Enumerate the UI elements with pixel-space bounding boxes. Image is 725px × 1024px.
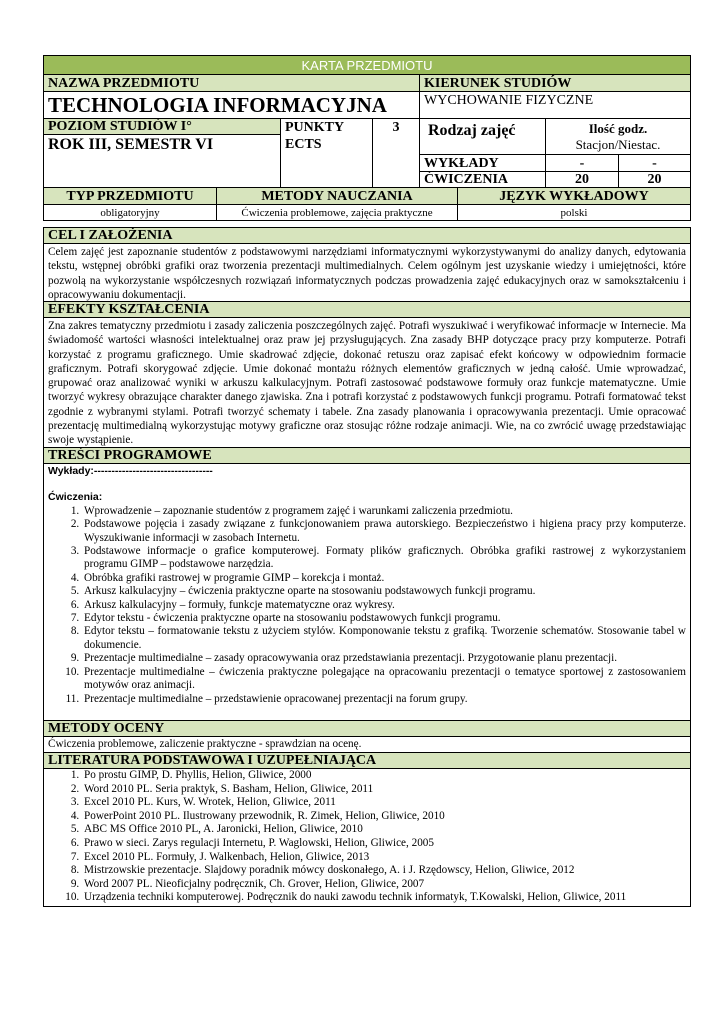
assessment-cell	[43, 736, 691, 753]
program-label-cell	[43, 447, 691, 464]
subject-name-label-cell	[43, 74, 420, 92]
hours-label-cell	[545, 118, 691, 155]
lectures-stacj: -	[579, 156, 585, 171]
goals-cell	[43, 243, 691, 302]
literature-label-cell	[43, 752, 691, 769]
exercises-row-label: ĆWICZENIA	[424, 172, 509, 187]
field-of-study: WYCHOWANIE FIZYCZNE	[424, 93, 594, 108]
lectures-line	[48, 465, 686, 478]
subject-type-label-cell	[43, 187, 217, 205]
literature-item: 3. Excel 2010 PL. Kurs, W. Wrotek, Helion, Gliwice, 2011	[82, 796, 686, 810]
exercise-item: 4. Obróbka grafiki rastrowej w programie GIMP – korekcja i montaż.	[82, 572, 686, 585]
assessment-text: Ćwiczenia problemowe, zaliczenie praktyczne - sprawdzian na ocenę.	[48, 738, 362, 750]
ects-value: 3	[392, 120, 400, 135]
literature-list	[48, 769, 686, 905]
literature-cell	[43, 768, 691, 907]
lectures-value: ----------------------------------	[93, 465, 213, 477]
exercise-item: 1. Wprowadzenie – zapoznanie studentów z programem zajęć i warunkami zaliczenia przedmiotu.	[82, 505, 686, 518]
study-level-cell	[43, 134, 281, 188]
card-title: KARTA PRZEDMIOTU	[301, 58, 433, 73]
teaching-methods-cell	[216, 204, 458, 221]
outcomes-label-cell	[43, 301, 691, 318]
exercise-item: 8. Edytor tekstu – formatowanie tekstu z użyciem stylów. Komponowanie tekstu z grafiką. Tworzenie schematów. Stosowanie tabel w dokumencie.	[82, 625, 686, 652]
literature-item: 4. PowerPoint 2010 PL. Ilustrowany przewodnik, R. Zimek, Helion, Gliwice, 2010	[82, 810, 686, 824]
literature-label: LITERATURA PODSTAWOWA I UZUPEŁNIAJĄCA	[48, 753, 377, 768]
exercise-list	[48, 505, 686, 706]
exercise-item: 7. Edytor tekstu - ćwiczenia praktyczne oparte na stosowaniu podstawowych funkcji programu.	[82, 612, 686, 625]
card-header	[43, 55, 691, 75]
language-label-cell	[457, 187, 691, 205]
subject-type-label: TYP PRZEDMIOTU	[66, 189, 194, 204]
exercise-item: 11. Prezentacje multimedialne – przedstawienie opracowanej prezentacji na forum grupy.	[82, 693, 686, 706]
literature-item: 1. Po prostu GIMP, D. Phyllis, Helion, Gliwice, 2000	[82, 769, 686, 783]
literature-item: 6. Prawo w sieci. Zarys regulacji Internetu, P. Waglowski, Helion, Gliwice, 2005	[82, 837, 686, 851]
literature-item: 2. Word 2010 PL. Seria praktyk, S. Basham, Helion, Gliwice, 2011	[82, 783, 686, 797]
subject-type: obligatoryjny	[100, 207, 160, 219]
language-cell	[457, 204, 691, 221]
hours-sub-label: Stacjon/Niestac.	[575, 137, 661, 152]
program-cell	[43, 463, 691, 721]
lectures-label: Wykłady:	[48, 465, 94, 477]
field-of-study-cell	[419, 91, 691, 119]
exercise-item: 2. Podstawowe pojęcia i zasady związane z funkcjonowaniem prawa autorskiego. Bezpieczeństwo i higiena pracy przy komputerze. Wyszukiwanie informacji w zasobach Internetu.	[82, 518, 686, 545]
exercises-label: Ćwiczenia:	[48, 491, 103, 504]
exercises-stacj: 20	[575, 172, 589, 187]
exercises-row-label-cell	[419, 171, 546, 188]
lectures-row-label-cell	[419, 154, 546, 172]
exercise-item: 3. Podstawowe informacje o grafice komputerowej. Formaty plików graficznych. Obróbka grafiki rastrowej z wykorzystaniem programu GIMP – podstawowe narzędzia.	[82, 545, 686, 572]
literature-item: 5. ABC MS Office 2010 PL, A. Jaronicki, Helion, Gliwice, 2010	[82, 823, 686, 837]
ects-label-cell	[280, 118, 373, 188]
subject-name-label: NAZWA PRZEDMIOTU	[48, 76, 200, 91]
subject-type-cell	[43, 204, 217, 221]
lectures-niestac-cell	[618, 154, 691, 172]
study-level: ROK III, SEMESTR VI	[48, 136, 214, 153]
field-of-study-label: KIERUNEK STUDIÓW	[424, 76, 572, 91]
literature-item: 7. Excel 2010 PL. Formuły, J. Walkenbach, Helion, Gliwice, 2013	[82, 851, 686, 865]
language: polski	[560, 207, 588, 219]
goals-text: Celem zajęć jest zapoznanie studentów z podstawowymi narzędziami informatycznymi wykorzystywanymi do analizy danych, edytowania tekstu, wstępnej obróbki grafiki oraz tworzenia prezentacji multimedialnych. Celem ogólnym jest uzyskanie wiedzy i umiejętności, które pozwolą na wykorzystanie współczesnych rozwiązań informatycznych podczas prowadzenia zajęć edukacyjnych oraz w samokształceniu i opracowywaniu dokumentacji.	[48, 246, 686, 301]
ects-label-line2: ECTS	[285, 137, 322, 152]
outcomes-text: Zna zakres tematyczny przedmiotu i zasady zaliczenia poszczególnych zajęć. Potrafi wyszukiwać i weryfikować informacje w Internecie. Ma świadomość wartości własności intelektualnej oraz praw jej przysługujących. Zna zasady BHP dotyczące pracy przy komputerze. Potrafi korzystać z programu graficznego. Umie skadrować zdjęcie, dokonać retuszu oraz zapisać efekt końcowy w odpowiednim formacie graficznym. Potrafi skorygować zdjęcie. Umie dokonać montażu różnych elementów graficznych w jedną całość. Umie wprowadzać, grupować oraz analizować wyniki w arkuszu kalkulacyjnym. Potrafi zastosować podstawowe formuły oraz funkcje matematyczne. Umie tworzyć wykresy obrazujące charakter danego zjawiska. Zna i potrafi korzystać z podstawowych funkcji programu. Potrafi formatować tekst zgodnie z wybranymi stylami. Potrafi tworzyć schematy i tabele. Zna zasady planowania i opracowywania prezentacji. Umie opracować prezentację multimedialną wykorzystując motywy graficzne oraz stosując różne rodzaje animacji. Wie, na co zwrócić uwagę przedstawiając swoje wystąpienie.	[48, 320, 686, 447]
assessment-label: METODY OCENY	[48, 721, 165, 736]
outcomes-cell	[43, 317, 691, 448]
study-level-label-cell	[43, 118, 281, 135]
field-of-study-label-cell	[419, 74, 691, 92]
subject-name-cell	[43, 91, 420, 119]
exercise-item: 6. Arkusz kalkulacyjny – formuły, funkcje matematyczne oraz wykresy.	[82, 599, 686, 612]
literature-item: 9. Word 2007 PL. Nieoficjalny podręcznik, Ch. Grover, Helion, Gliwice, 2007	[82, 878, 686, 892]
language-label: JĘZYK WYKŁADOWY	[499, 189, 649, 204]
lectures-row-label: WYKŁADY	[424, 156, 499, 171]
study-level-label: POZIOM STUDIÓW I°	[48, 119, 192, 134]
exercises-stacj-cell	[545, 171, 619, 188]
teaching-methods-label: METODY NAUCZANIA	[261, 189, 413, 204]
exercises-niestac: 20	[647, 172, 662, 187]
literature-item: 10. Urządzenia techniki komputerowej. Podręcznik do nauki zawodu technik informatyk, T.Kowalski, Helion, Gliwice, 2011	[82, 891, 686, 905]
class-type-label: Rodzaj zajęć	[428, 122, 516, 139]
exercise-item: 5. Arkusz kalkulacyjny – ćwiczenia praktyczne oparte na stosowaniu podstawowych funkcji programu.	[82, 585, 686, 598]
assessment-label-cell	[43, 720, 691, 737]
subject-name: TECHNOLOGIA INFORMACYJNA	[48, 93, 387, 117]
ects-label-line1: PUNKTY	[285, 120, 345, 135]
exercise-item: 10. Prezentacje multimedialne – ćwiczenia praktyczne polegające na opracowaniu prezentacji o tematyce sportowej z zastosowaniem motywów oraz animacji.	[82, 666, 686, 693]
program-label: TREŚCI PROGRAMOWE	[48, 448, 212, 463]
exercise-item: 9. Prezentacje multimedialne – zasady opracowywania oraz przedstawiania prezentacji. Przygotowanie planu prezentacji.	[82, 652, 686, 665]
ects-value-cell	[372, 118, 420, 188]
exercises-niestac-cell	[618, 171, 691, 188]
class-type-label-cell	[419, 118, 546, 155]
goals-label-cell	[43, 227, 691, 244]
lectures-niestac: -	[652, 156, 657, 171]
hours-label: Ilość godz.	[588, 121, 648, 136]
outcomes-label: EFEKTY KSZTAŁCENIA	[48, 302, 210, 317]
lectures-stacj-cell	[545, 154, 619, 172]
teaching-methods-label-cell	[216, 187, 458, 205]
teaching-methods: Ćwiczenia problemowe, zajęcia praktyczne	[241, 207, 433, 219]
literature-item: 8. Mistrzowskie prezentacje. Slajdowy poradnik mówcy doskonałego, A. i J. Rzędowscy, Helion, Gliwice, 2012	[82, 864, 686, 878]
goals-label: CEL I ZAŁOŻENIA	[48, 228, 173, 243]
